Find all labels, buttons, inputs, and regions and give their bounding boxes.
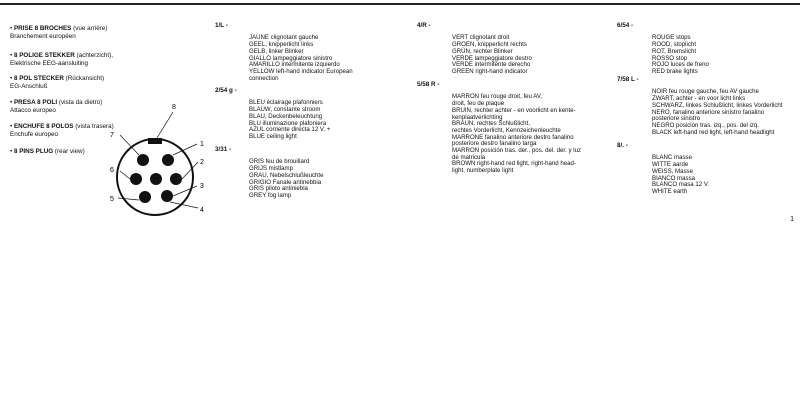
label-7: 7 (110, 132, 114, 139)
pin-8 (150, 173, 162, 185)
label-8: 8 (172, 104, 176, 111)
pin-7 (137, 154, 149, 166)
legend-item: • 8 POL STECKER (Rückansicht) EG-Anschluß (10, 75, 105, 90)
label-5: 5 (110, 196, 114, 203)
pin-code: 1/L - (215, 22, 228, 29)
legend-item: • 8 POLIGE STEKKER (achterzicht), Elektrische EEG-aansluiting (10, 52, 114, 67)
label-6: 6 (110, 167, 114, 174)
top-rule (0, 3, 800, 5)
pin-code: 5/58 R - (417, 81, 440, 88)
pin-code: 8/. - (617, 142, 628, 149)
label-4: 4 (200, 207, 204, 214)
legend-item: • PRISE 8 BROCHES (vue arrière) Branchement européen (10, 25, 108, 40)
leader-8 (157, 112, 173, 138)
pin-code: 6/54 - (617, 22, 634, 29)
pin-description: BLEU éclairage plafonniers BLAUW, constante stroom BLAU, Deckenbeleuchtung BLU illuminazione plafoniera AZUL corriente directa 12 V. + BLUE ceiling light (249, 99, 331, 140)
pin-description: GRIS feu de brouillard GRIJS mistlamp GRAU, Nebelschlußleuchte GRIGIO Fanale antinebbia GRIS piloto antiniebla GREY fog lamp (249, 158, 324, 199)
pin-code: 7/58 L - (617, 76, 639, 83)
plug-key-notch (148, 138, 162, 144)
label-2: 2 (200, 159, 204, 166)
pin-6 (130, 173, 142, 185)
label-1: 1 (200, 141, 204, 148)
pin-description: BLANC masse WITTE aarde WEISS, Masse BIANCO massa BLANCO masa 12 V. WHITE earth (652, 154, 710, 195)
pin-description: VERT clignotant droit GROEN, knipperlicht rechts GRÜN, rechter Blinker VERDE lampeggiatore destro VERDE intermitente derecho GREEN right-hand indicator (452, 34, 532, 75)
pin-code: 3/31 - (215, 146, 232, 153)
pin-description: JAUNE clignotant gauche GEEL, knipperlicht links GELB, linker Blinker GIALLO lampeggiatore sinistro AMARILLO intermitente izquierdo YELLOW left-hand indicator European connection (249, 34, 353, 82)
pin-2 (170, 173, 182, 185)
legend-item: • 8 PINS PLUG (rear view) (10, 148, 85, 155)
pin-description: NOIR feu rouge gauche, feu AV gauche ZWART, achter - en voor licht links SCHWARZ, linkes Schlußlicht, linkes Vorderlicht NERO, fanalino anteriore sinistro fanalino posteriore sinistro NEGRO posición tras. izq., pos. del izq. BLACK left-hand red light, left-hand headlight (652, 88, 783, 136)
pin-code: 2/54 g - (215, 87, 237, 94)
plug-diagram (100, 100, 220, 218)
label-3: 3 (200, 183, 204, 190)
pin-code: 4/R - (417, 22, 431, 29)
pin-5 (139, 191, 151, 203)
pin-1 (162, 154, 174, 166)
pin-description: ROUGE stops ROOD, stoplicht ROT, Bremslicht ROSSO stop ROJO luces de freno RED brake lights (652, 34, 709, 75)
pin-3 (161, 190, 173, 202)
pin-description: MARRON feu rouge droit, feu AV, droit, feu de plaque BRUIN, rechter achter - en voorlicht en kente- kenplaatverlichting BRAUN, rechtes Schlußlicht, rechtes Vorderlicht, Kennzeichenleuchte MARRONE fanalino anteriore destro fanalino posteriore destro fanalino targa MARRON posición tras. der., pos. del. der. y luz de matricula BROWN right-hand red light, right-hand head- light, numberplate light (452, 93, 582, 175)
legend-item: • ENCHUFE 8 POLOS (vista trasera) Enchufe europeo (10, 123, 114, 138)
page-number: 1 (790, 216, 794, 223)
legend-item: • PRESA 8 POLI (vista da dietro) Attacco europeo (10, 99, 103, 114)
